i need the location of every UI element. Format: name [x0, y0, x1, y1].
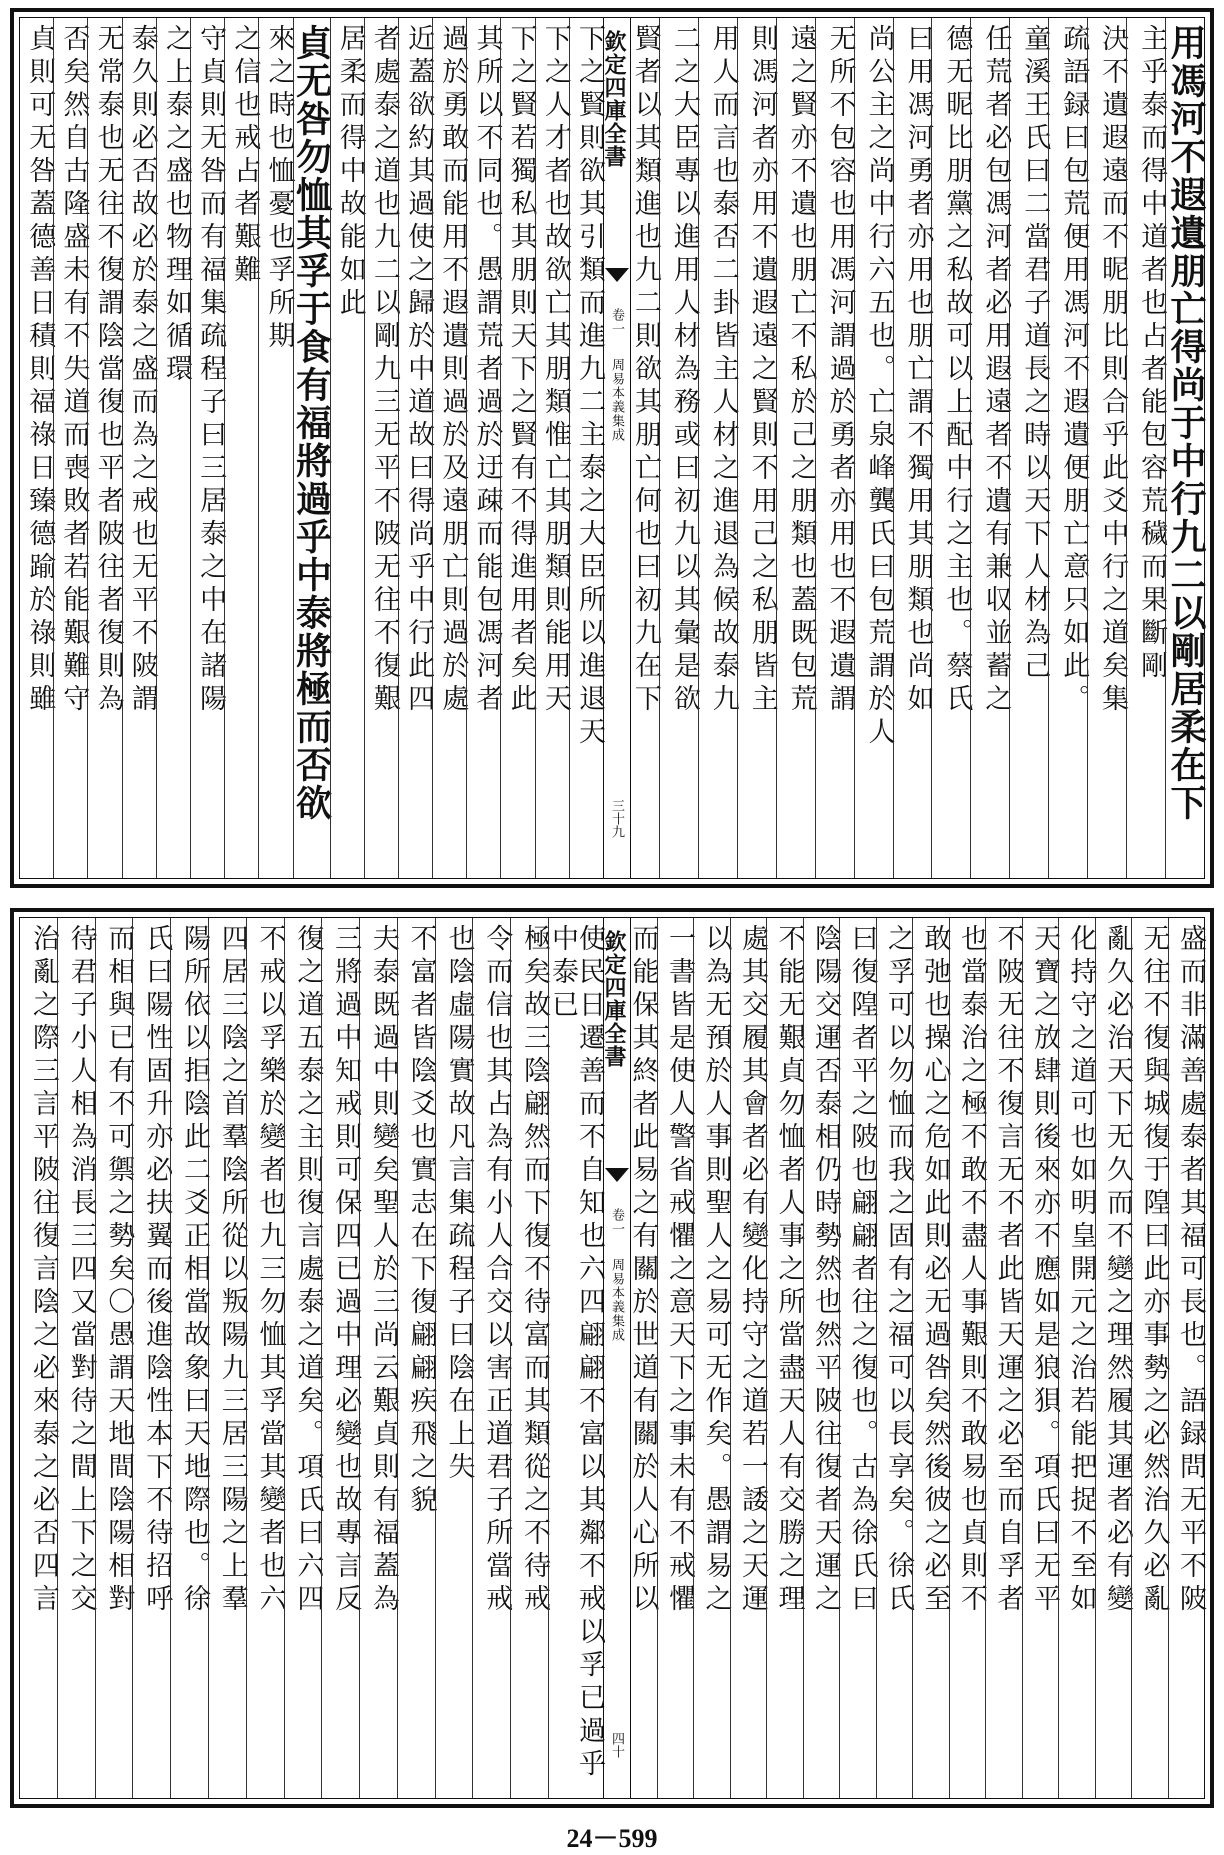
top-spine: [603, 18, 631, 878]
bottom-page-frame: [19, 917, 1205, 1799]
text-column: 下之賢則欲其引類而進九二主泰之大臣所以進退天: [569, 18, 603, 878]
text-column: 賢者以其類進也九二則欲其朋亡何也曰初九在下: [629, 24, 661, 717]
text-column: 使民日遷善而不自知也六四翩翩不富以其鄰不戒以孚已過乎中泰已: [548, 918, 603, 1798]
spine-title: 欽定四庫全書: [601, 930, 627, 1068]
spine-page-number: 三十九: [609, 799, 624, 838]
text-column: 也陰虛陽實故凡言集疏程子曰陰在上失: [435, 918, 473, 1798]
text-column: 過於勇敢而能用不遐遺則過於及遠朋亡則過於處: [432, 18, 466, 878]
page-footer-number: 24－599: [566, 1824, 658, 1853]
text-column: 氏曰陽性固升亦必扶翼而後進陰性本下不待招呼: [132, 918, 170, 1798]
text-column: 天寶之放肆則後來亦不應如是狼狽。項氏曰无平: [1022, 918, 1059, 1798]
top-right-half: [621, 18, 1207, 878]
text-column: 也當泰治之極不敢不盡人事艱則不敢易也貞則不: [949, 918, 986, 1798]
text-column: 之上泰之盛也物理如循環: [156, 18, 190, 878]
bottom-page: [10, 908, 1214, 1808]
fishtail-mark-icon: [605, 268, 629, 282]
text-column: 來之時也恤憂也孚所期: [258, 18, 292, 878]
spine-book-title: 周易本義集成: [609, 1258, 624, 1342]
spine-title: 欽定四庫全書: [601, 30, 627, 168]
text-column: 主乎泰而得中道者也占者能包容荒穢而果斷剛: [1126, 18, 1165, 878]
text-column: 德无昵比朋黨之私故可以上配中行之主也。蔡氏: [931, 18, 970, 878]
text-column: 任荒者必包馮河者必用遐遠者不遺有兼収並蓄之: [970, 18, 1009, 878]
text-column: 泰久則必否故必於泰之盛而為之戒也无平不陂謂: [122, 18, 156, 878]
text-column: 下之賢若獨私其朋則天下之賢有不得進用者矣此: [500, 18, 534, 878]
text-column: 極矣故三陰翩然而下復不待富而其類從之不待戒: [510, 918, 548, 1798]
text-column: 居柔而得中故能如此: [330, 18, 364, 878]
bottom-spine: [603, 918, 631, 1798]
bottom-left-half: [20, 918, 603, 1798]
text-column: 无所不包容也用馮河謂過於勇者亦用也不遐遺謂: [815, 18, 854, 878]
fishtail-mark-icon: [605, 1168, 629, 1182]
text-column: 童溪王氏曰二當君子道長之時以天下人材為己: [1009, 18, 1048, 878]
text-column: 用馮河不遐遺朋亡得尚于中行九二以剛居柔在下: [1165, 18, 1204, 878]
text-column: 令而信也其占為有小人合交以害正道君子所當戒: [472, 918, 510, 1798]
top-page-frame: [19, 17, 1205, 879]
text-column: 盛而非滿善處泰者其福可長也。語録問无平不陂: [1168, 918, 1205, 1798]
text-column: 待君子小人相為消長三四又當對待之間上下之交: [57, 918, 95, 1798]
text-column: 則馮河者亦用不遺遐遠之賢則不用己之私朋皆主: [737, 18, 776, 878]
text-column: 三將過中知戒則可保四已過中理必變也故專言反: [321, 918, 359, 1798]
text-column: 否矣然自古隆盛未有不失道而喪敗者若能艱難守: [53, 18, 87, 878]
top-left-half: [20, 18, 603, 878]
text-column: 遠之賢亦不遺也朋亡不私於己之朋類也蓋既包荒: [776, 18, 815, 878]
text-column: 无往不復與城復于隍曰此亦事勢之必然治久必亂: [1131, 918, 1168, 1798]
spine-book-title: 周易本義集成: [609, 358, 624, 442]
text-column: 治亂之際三言平陂往復言陰之必來泰之必否四言: [27, 924, 59, 1617]
text-column: 无常泰也无往不復謂陰當復也平者陂往者復則為: [87, 18, 121, 878]
text-column: 以為无預於人事則聖人之易可无作矣。愚謂易之: [693, 918, 730, 1798]
text-column: 不能无艱貞勿恤者人事之所當盡天人有交勝之理: [766, 918, 803, 1798]
spine-volume: 卷一: [609, 1208, 624, 1236]
text-column: 決不遺遐遠而不昵朋比則合乎此爻中行之道矣集: [1087, 18, 1126, 878]
text-column: 復之道五泰之主則復言處泰之道矣。項氏曰六四: [284, 918, 322, 1798]
text-column: 曰復隍者平之陂也翩翩者往之復也。古為徐氏曰: [839, 918, 876, 1798]
text-column: 用人而言也泰否二卦皆主人材之進退為候故泰九: [698, 18, 737, 878]
text-column: 疏語録曰包荒便用馮河不遐遺便朋亡意只如此。: [1048, 18, 1087, 878]
text-column: 尚公主之尚中行六五也。亡泉峰龔氏曰包荒謂於人: [854, 18, 893, 878]
text-column: 曰用馮河勇者亦用也朋亡謂不獨用其朋類也尚如: [893, 18, 932, 878]
text-column: 而能保其終者此易之有關於世道有關於人心所以: [627, 924, 659, 1617]
text-column: 不富者皆陰爻也實志在下復翩翩疾飛之貌: [397, 918, 435, 1798]
text-column: 亂久必治天下无久而不變之理然履其運者必有變: [1095, 918, 1132, 1798]
text-column: 貞則可无咎蓋德善日積則福祿日臻德踰於祿則雖: [24, 24, 56, 717]
text-column: 其所以不同也。愚謂荒者過於迂疎而能包馮河者: [466, 18, 500, 878]
top-page: [10, 8, 1214, 888]
text-column: 之信也戒占者艱難: [224, 18, 258, 878]
text-column: 近蓋欲約其過使之歸於中道故曰得尚乎中行此四: [398, 18, 432, 878]
text-column: 一書皆是使人警省戒懼之意天下之事未有不戒懼: [657, 918, 694, 1798]
text-column: 陰陽交運否泰相仍時勢然也然平陂往復者天運之: [803, 918, 840, 1798]
text-column: 不戒以孚樂於變者也九三勿恤其孚當其變者也六: [246, 918, 284, 1798]
text-column: 二之大臣專以進用人材為務或曰初九以其彙是欲: [659, 18, 698, 878]
text-column: 下之人才者也故欲亡其朋類惟亡其朋類則能用天: [535, 18, 569, 878]
text-column: 不陂无往不復言无不者此皆天運之必至而自孚者: [985, 918, 1022, 1798]
spine-volume: 卷一: [609, 308, 624, 336]
text-column: 夫泰既過中則變矣聖人於三尚云艱貞則有福蓋為: [359, 918, 397, 1798]
text-column: 化持守之道可也如明皇開元之治若能把捉不至如: [1058, 918, 1095, 1798]
text-column: 而相與已有不可禦之勢矣〇愚謂天地間陰陽相對: [95, 918, 133, 1798]
bottom-right-half: [621, 918, 1204, 1798]
text-column: 處其交履其會者必有變化持守之道若一諉之天運: [730, 918, 767, 1798]
text-column: 貞无咎勿恤其孚于食有福將過乎中泰將極而否欲: [293, 18, 330, 878]
text-column: 者處泰之道也九二以剛九三无平不陂无往不復艱: [364, 18, 398, 878]
text-column: 敢弛也操心之危如此則必无過咎矣然後彼之必至: [912, 918, 949, 1798]
spine-page-number: 四十: [609, 1732, 624, 1758]
text-column: 四居三陰之首羣陰所從以叛陽九三居三陽之上羣: [208, 918, 246, 1798]
text-column: 守貞則无咎而有福集疏程子曰三居泰之中在諸陽: [190, 18, 224, 878]
text-column: 陽所依以拒陰此二爻正相當故象曰天地際也。徐: [170, 918, 208, 1798]
text-column: 之孚可以勿恤而我之固有之福可以長享矣。徐氏: [876, 918, 913, 1798]
